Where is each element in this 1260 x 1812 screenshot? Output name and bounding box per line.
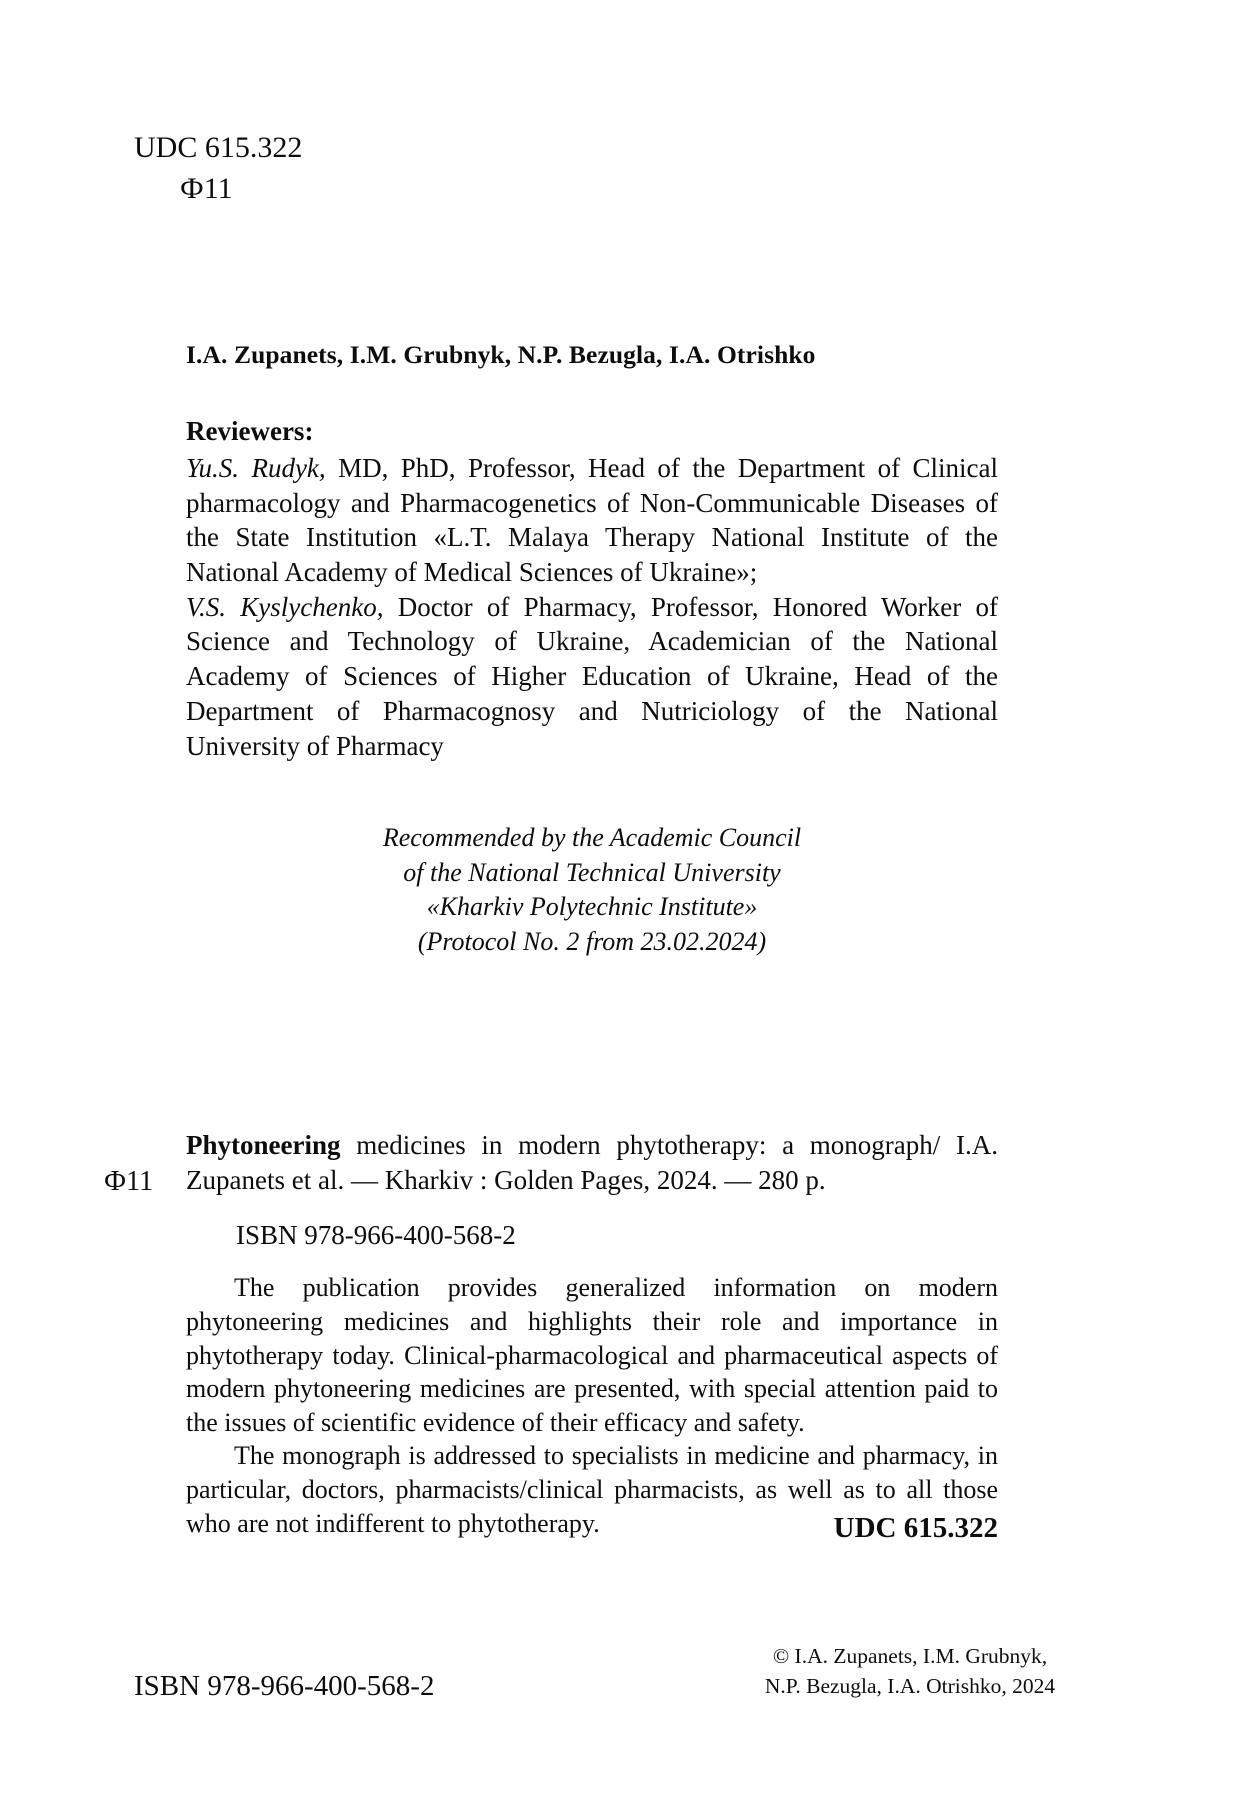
udc-top-code: UDC 615.322: [134, 131, 303, 164]
endorsement-block: [186, 821, 998, 959]
reviewer-description: Doctor of Pharmacy, Professor, Honored Worker of Science and Technology of Ukraine, Academician of the National Academy of Sciences of Higher Education of Ukraine, Head of the Department of Pharmacognosy and Nutriciology of the National University of Pharmacy: [186, 591, 998, 761]
catalog-title-brand: Phytoneering: [186, 1130, 341, 1160]
catalog-title-rest: medicines in modern phytotherapy: a monograph/ I.A. Zupanets et al. — Kharkiv : Golden Pages, 2024. — 280 p.: [186, 1130, 998, 1196]
reviewer-name: Yu.S. Rudyk,: [186, 453, 326, 483]
copyright-block: [690, 1642, 1130, 1701]
reviewer-name: V.S. Kyslychenko,: [186, 591, 384, 622]
reviewer-entry: [186, 590, 998, 763]
endorsement-line-2: of the National Technical University: [403, 857, 781, 887]
catalog-block: [186, 1128, 998, 1540]
reviewer-entry: [186, 451, 998, 590]
shelf-code-catalog: Ф11: [104, 1166, 154, 1197]
shelf-code-top: Ф11: [180, 171, 233, 205]
reviewers-heading: Reviewers:: [186, 416, 314, 446]
endorsement-line-4: (Protocol No. 2 from 23.02.2024): [417, 926, 767, 956]
catalog-title: [186, 1128, 998, 1198]
annotation-paragraph: The publication provides generalized information on modern phytoneering medicines and highlights their role and importance in phytotherapy today. Clinical-pharmacological and pharmaceutical aspects of modern phytoneering medicines are presented, with special attention paid to the issues of scientific evidence of their efficacy and safety.: [186, 1273, 998, 1437]
catalog-isbn: ISBN 978-966-400-568-2: [236, 1220, 516, 1251]
copyright-line-2: N.P. Bezugla, I.A. Otrishko, 2024: [764, 1673, 1056, 1698]
reviewer-description: MD, PhD, Professor, Head of the Department of Clinical pharmacology and Pharmacogenetics of Non-Communicable Diseases of the State Institution «L.T. Malaya Therapy National Institute of the National Academy of Medical Sciences of Ukraine»;: [186, 453, 998, 588]
footer-isbn: ISBN 978-966-400-568-2: [134, 1670, 435, 1702]
authors-line: I.A. Zupanets, I.M. Grubnyk, N.P. Bezugla, I.A. Otrishko: [186, 340, 816, 369]
annotation-paragraph: The monograph is addressed to specialists in medicine and pharmacy, in particular, doctors, pharmacists/clinical pharmacists, as well as to all those who are not indifferent to phytotherapy.: [186, 1441, 998, 1538]
udc-bottom-code: UDC 615.322: [833, 1512, 998, 1544]
front-matter-content: [186, 340, 998, 960]
endorsement-line-3: «Kharkiv Polytechnic Institute»: [426, 892, 758, 922]
copyright-line-1: © I.A. Zupanets, I.M. Grubnyk,: [772, 1644, 1048, 1668]
classification-block: [134, 128, 302, 209]
endorsement-line-1: Recommended by the Academic Council: [382, 823, 802, 853]
